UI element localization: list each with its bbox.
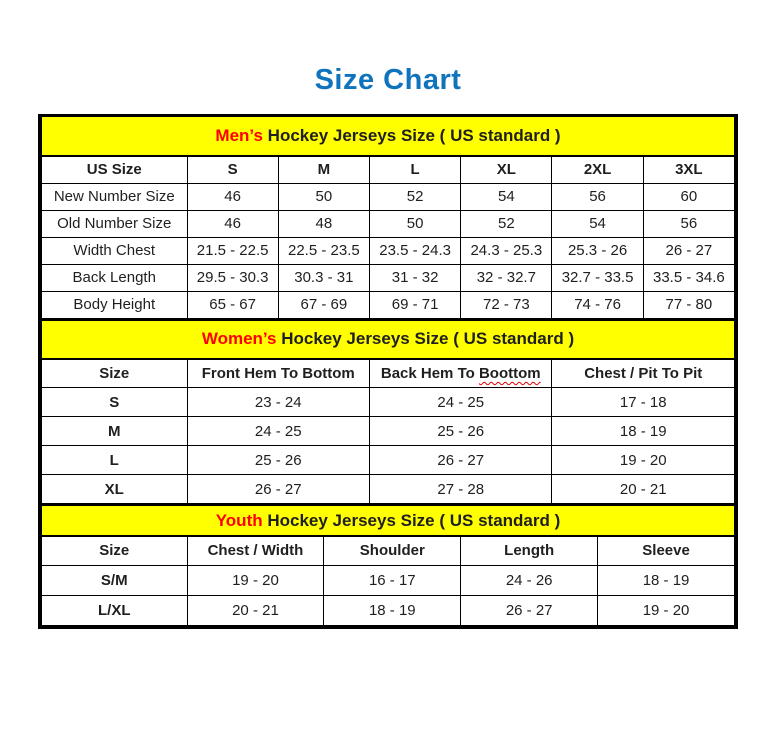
men-row-label: Back Length	[42, 264, 188, 291]
men-cell-r1-c5: 56	[643, 210, 734, 237]
women-cell-r3-c0: 26 - 27	[187, 475, 369, 504]
men-cell-r2-c4: 25.3 - 26	[552, 237, 643, 264]
youth-table-row-0	[42, 565, 735, 595]
men-cell-r2-c0: 21.5 - 22.5	[187, 237, 278, 264]
women-table-row-3	[42, 475, 735, 504]
men-table-row-1	[42, 210, 735, 237]
women-section-title-highlight: Women’s	[201, 329, 277, 348]
men-cell-r0-c5: 60	[643, 183, 734, 210]
men-column-header-6: 3XL	[643, 156, 734, 183]
youth-size-table	[41, 504, 735, 626]
men-cell-r0-c4: 56	[552, 183, 643, 210]
men-table-row-0	[42, 183, 735, 210]
men-cell-r3-c2: 31 - 32	[369, 264, 460, 291]
men-cell-r3-c1: 30.3 - 31	[278, 264, 369, 291]
womens-size-table	[41, 319, 735, 505]
men-column-header-1: S	[187, 156, 278, 183]
women-table-row-2	[42, 446, 735, 475]
men-cell-r2-c1: 22.5 - 23.5	[278, 237, 369, 264]
men-cell-r4-c3: 72 - 73	[461, 291, 552, 318]
men-cell-r3-c4: 32.7 - 33.5	[552, 264, 643, 291]
men-cell-r2-c5: 26 - 27	[643, 237, 734, 264]
men-row-label: Old Number Size	[42, 210, 188, 237]
men-column-header-3: L	[369, 156, 460, 183]
men-cell-r4-c1: 67 - 69	[278, 291, 369, 318]
women-cell-r3-c2: 20 - 21	[552, 475, 735, 504]
men-cell-r3-c0: 29.5 - 30.3	[187, 264, 278, 291]
women-column-header-2: Back Hem To Boottom	[370, 359, 552, 388]
women-cell-r1-c1: 25 - 26	[370, 417, 552, 446]
men-cell-r2-c3: 24.3 - 25.3	[461, 237, 552, 264]
youth-cell-r0-c3: 18 - 19	[598, 565, 735, 595]
women-header-row	[42, 359, 735, 388]
page-title: Size Chart	[314, 64, 462, 96]
men-cell-r0-c0: 46	[187, 183, 278, 210]
men-row-label: Width Chest	[42, 237, 188, 264]
men-cell-r0-c2: 52	[369, 183, 460, 210]
women-column-header-0: Size	[42, 359, 188, 388]
men-section-band-row	[42, 117, 735, 156]
youth-section-band-row	[42, 505, 735, 536]
men-cell-r3-c5: 33.5 - 34.6	[643, 264, 734, 291]
men-cell-r1-c4: 54	[552, 210, 643, 237]
men-cell-r0-c3: 54	[461, 183, 552, 210]
youth-cell-r1-c0: 20 - 21	[187, 595, 324, 625]
youth-column-header-2: Shoulder	[324, 536, 461, 565]
women-table-row-0	[42, 388, 735, 417]
men-cell-r1-c2: 50	[369, 210, 460, 237]
youth-cell-r0-c0: 19 - 20	[187, 565, 324, 595]
youth-column-header-4: Sleeve	[598, 536, 735, 565]
women-cell-r3-c1: 27 - 28	[370, 475, 552, 504]
women-table-row-1	[42, 417, 735, 446]
men-section-title-highlight: Men’s	[215, 126, 263, 145]
women-section-title: Women’s Hockey Jerseys Size ( US standard )	[42, 320, 735, 359]
size-chart-tables	[38, 114, 738, 629]
youth-cell-r1-c2: 26 - 27	[461, 595, 598, 625]
men-table-row-3	[42, 264, 735, 291]
youth-column-header-3: Length	[461, 536, 598, 565]
size-chart-page	[0, 64, 776, 629]
youth-header-row	[42, 536, 735, 565]
women-cell-r0-c1: 24 - 25	[370, 388, 552, 417]
youth-cell-r1-c3: 19 - 20	[598, 595, 735, 625]
misspelled-word: Boottom	[478, 364, 541, 382]
women-column-header-3: Chest / Pit To Pit	[552, 359, 735, 388]
women-column-header-1: Front Hem To Bottom	[187, 359, 369, 388]
men-cell-r0-c1: 50	[278, 183, 369, 210]
men-column-header-2: M	[278, 156, 369, 183]
women-row-label: XL	[42, 475, 188, 504]
men-row-label: New Number Size	[42, 183, 188, 210]
youth-row-label: L/XL	[42, 595, 188, 625]
women-cell-r1-c2: 18 - 19	[552, 417, 735, 446]
men-column-header-0: US Size	[42, 156, 188, 183]
women-section-band-row	[42, 320, 735, 359]
youth-cell-r0-c1: 16 - 17	[324, 565, 461, 595]
men-cell-r2-c2: 23.5 - 24.3	[369, 237, 460, 264]
women-cell-r0-c0: 23 - 24	[187, 388, 369, 417]
youth-row-label: S/M	[42, 565, 188, 595]
youth-cell-r1-c1: 18 - 19	[324, 595, 461, 625]
women-row-label: S	[42, 388, 188, 417]
men-cell-r1-c1: 48	[278, 210, 369, 237]
men-cell-r4-c4: 74 - 76	[552, 291, 643, 318]
women-cell-r2-c2: 19 - 20	[552, 446, 735, 475]
men-table-row-2	[42, 237, 735, 264]
youth-section-title-highlight: Youth	[215, 510, 263, 530]
men-cell-r1-c3: 52	[461, 210, 552, 237]
women-row-label: M	[42, 417, 188, 446]
youth-table-row-1	[42, 595, 735, 625]
men-cell-r1-c0: 46	[187, 210, 278, 237]
men-cell-r3-c3: 32 - 32.7	[461, 264, 552, 291]
men-header-row	[42, 156, 735, 183]
youth-cell-r0-c2: 24 - 26	[461, 565, 598, 595]
youth-column-header-0: Size	[42, 536, 188, 565]
youth-section-title: Youth Hockey Jerseys Size ( US standard )	[42, 505, 735, 536]
women-cell-r1-c0: 24 - 25	[187, 417, 369, 446]
mens-size-table	[41, 117, 735, 319]
women-cell-r2-c1: 26 - 27	[370, 446, 552, 475]
men-column-header-5: 2XL	[552, 156, 643, 183]
men-row-label: Body Height	[42, 291, 188, 318]
youth-column-header-1: Chest / Width	[187, 536, 324, 565]
men-table-row-4	[42, 291, 735, 318]
men-cell-r4-c2: 69 - 71	[369, 291, 460, 318]
men-cell-r4-c5: 77 - 80	[643, 291, 734, 318]
men-column-header-4: XL	[461, 156, 552, 183]
men-cell-r4-c0: 65 - 67	[187, 291, 278, 318]
women-cell-r0-c2: 17 - 18	[552, 388, 735, 417]
men-section-title: Men’s Hockey Jerseys Size ( US standard )	[42, 117, 735, 156]
women-row-label: L	[42, 446, 188, 475]
women-cell-r2-c0: 25 - 26	[187, 446, 369, 475]
